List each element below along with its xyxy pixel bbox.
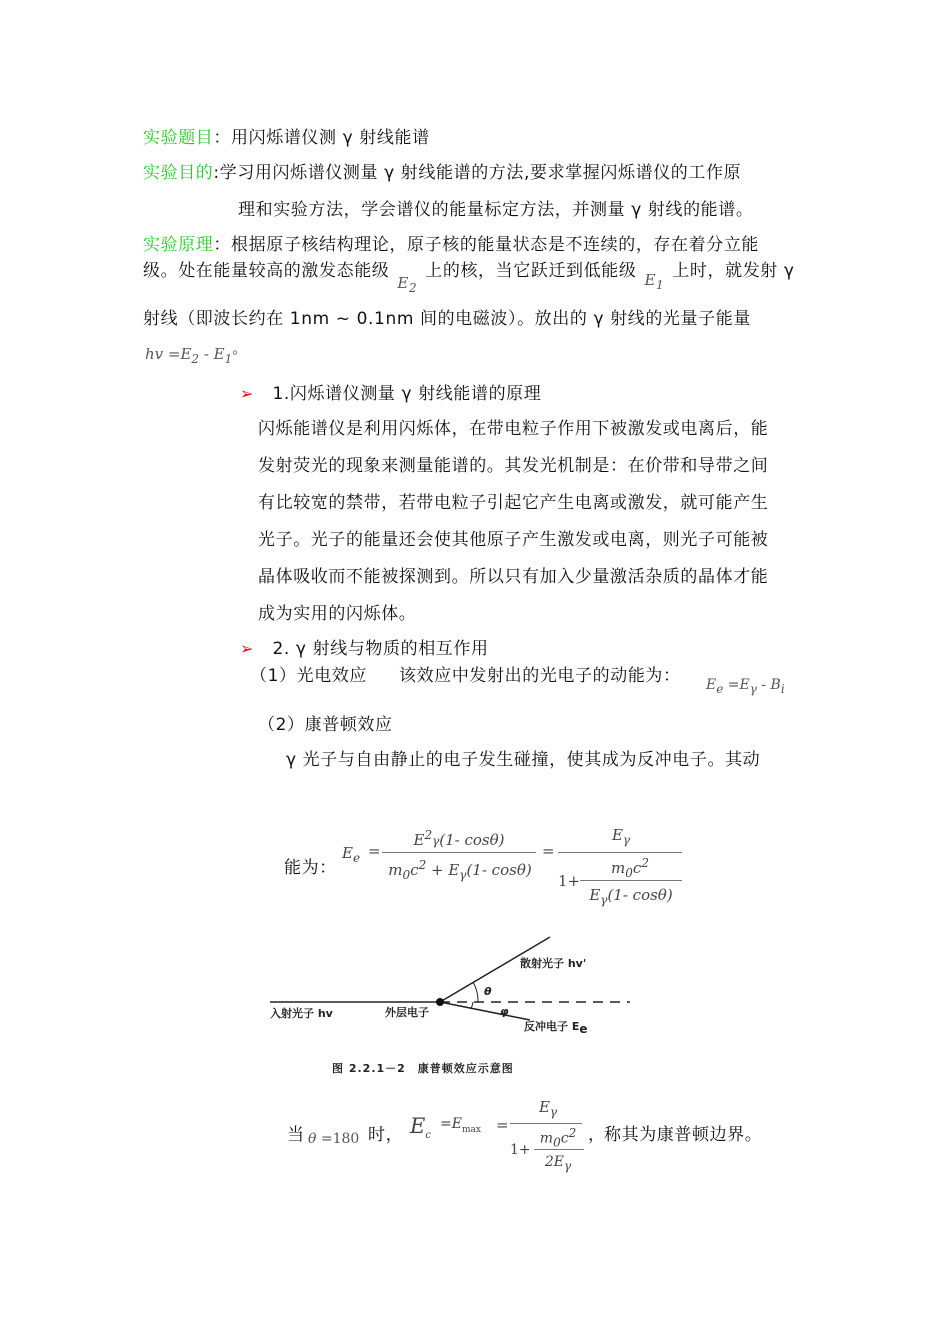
purpose-line-1 [143, 162, 741, 184]
compton-label: （2）康普顿效应 [258, 715, 393, 735]
hv-formula-b: - E [199, 345, 225, 363]
principle-text-1: 根据原子核结构理论，原子核的能量状态是不连续的，存在着分立能 [231, 235, 760, 255]
boundary-theta-symbol: θ [308, 1131, 317, 1147]
electron-dot [436, 998, 444, 1006]
boundary-theta [308, 1131, 359, 1147]
incident-photon-label: 入射光子 hv [270, 1007, 333, 1020]
compton-energy-formula: $E_e$ = $E^2\gamma(1-$ cosθ) $m_0c^2 + E_\gamma(1-$ cosθ) = $E_\gamma$ 1+ $m_0c^2$ $E_\gamma(1-$ cosθ) [342, 822, 702, 914]
pe-sub-1: e [716, 681, 724, 696]
boundary-theta-value: =180 [316, 1131, 360, 1147]
pe-formula-a: E [706, 677, 717, 693]
section1-para-3: 有比较宽的禁带，若带电粒子引起它产生电离或激发，就可能产生 [258, 493, 769, 513]
arrow-icon: ➢ [240, 639, 254, 658]
principle-line-1 [143, 234, 759, 256]
arrow-icon: ➢ [240, 384, 254, 403]
photoelectric-formula [706, 677, 785, 696]
section1-para-1: 闪烁能谱仪是利用闪烁体，在带电粒子作用下被激发或电离后，能 [258, 419, 769, 439]
purpose-text-1: 学习用闪烁谱仪测量 γ 射线能谱的方法,要求掌握闪烁谱仪的工作原 [219, 163, 742, 183]
section1-heading-line [240, 383, 541, 405]
recoil-electron-text: 反冲电子 E [524, 1020, 580, 1033]
e2-symbol [397, 274, 418, 295]
principle-text-2a: 级。处在能量较高的激发态能级 [143, 261, 390, 281]
principle-line-3: 射线（即波长约在 1nm ~ 0.1nm 间的电磁波）。放出的 γ 射线的光量子能量 [143, 309, 751, 329]
boundary-when: 时， [368, 1125, 404, 1145]
photoelectric-label: （1）光电效应 [250, 666, 368, 686]
outer-electron-label: 外层电子 [385, 1006, 429, 1019]
pe-formula-b: =E [723, 677, 750, 693]
photoelectric-line [250, 665, 681, 687]
purpose-label: 实验目的 [143, 163, 214, 183]
e1-letter: E [644, 271, 657, 289]
hv-formula-end: 。 [232, 339, 248, 357]
diagram-caption: 图 2.2.1－2 康普顿效应示意图 [332, 1062, 514, 1075]
title-line [143, 127, 430, 149]
boundary-formula: $E_c$ $=E_{max}$ = $E_\gamma$ 1+ $m_0c^2$ $2E_\gamma$ [410, 1096, 590, 1182]
principle-colon: ： [213, 235, 232, 255]
hv-formula-a: hv =E [145, 345, 192, 363]
energy-prefix: 能为： [284, 858, 337, 878]
recoil-electron-sub: e [579, 1022, 588, 1037]
theta-label: θ [484, 985, 492, 998]
scattered-photon-label: 散射光子 hv' [520, 957, 587, 970]
principle-line-2 [143, 260, 795, 295]
title-colon: ： [213, 128, 232, 148]
e1-sub: 1 [656, 278, 665, 292]
title-label: 实验题目 [143, 128, 214, 148]
e2-letter: E [397, 274, 409, 292]
boundary-prefix: 当 [287, 1125, 305, 1145]
pe-sub-2: γ [749, 681, 757, 696]
hv-sub-1: 2 [191, 352, 200, 366]
recoil-line [440, 1002, 530, 1020]
title-text: 用闪烁谱仪测 γ 射线能谱 [231, 128, 430, 148]
purpose-line-2: 理和实验方法，学会谱仪的能量标定方法，并测量 γ 射线的能谱。 [238, 200, 754, 220]
principle-label: 实验原理 [143, 235, 214, 255]
hv-sub-2: 1 [224, 352, 233, 366]
boundary-comma: ， [588, 1125, 606, 1145]
compton-text: γ 光子与自由静止的电子发生碰撞，使其成为反冲电子。其动 [286, 750, 761, 770]
pe-formula-c: - B [756, 677, 781, 693]
section1-para-4: 光子。光子的能量还会使其他原子产生激发或电离，则光子可能被 [258, 530, 769, 550]
e1-symbol [644, 271, 665, 292]
section1-para-6: 成为实用的闪烁体。 [258, 604, 417, 624]
photoelectric-text: 该效应中发射出的光电子的动能为： [399, 666, 681, 686]
pe-sub-3: i [780, 681, 785, 696]
section1-para-5: 晶体吸收而不能被探测到。所以只有加入少量激活杂质的晶体才能 [258, 567, 769, 587]
section2-heading-line [240, 638, 489, 660]
theta-arc [473, 982, 478, 1002]
principle-text-2b: 上的核，当它跃迁到低能级 [425, 261, 637, 281]
recoil-electron-label [524, 1018, 587, 1036]
section1-para-2: 发射荧光的现象来测量能谱的。其发光机制是：在价带和导带之间 [258, 456, 769, 476]
purpose-colon: : [213, 163, 220, 183]
boundary-suffix: 称其为康普顿边界。 [604, 1125, 763, 1145]
phi-label: φ [500, 1005, 509, 1018]
principle-text-2c: 上时，就发射 γ [672, 261, 795, 281]
e2-sub: 2 [408, 281, 418, 295]
section1-heading: 1.闪烁谱仪测量 γ 射线能谱的原理 [272, 384, 542, 404]
hv-formula [145, 339, 248, 366]
section2-heading: 2. γ 射线与物质的相互作用 [272, 639, 489, 659]
